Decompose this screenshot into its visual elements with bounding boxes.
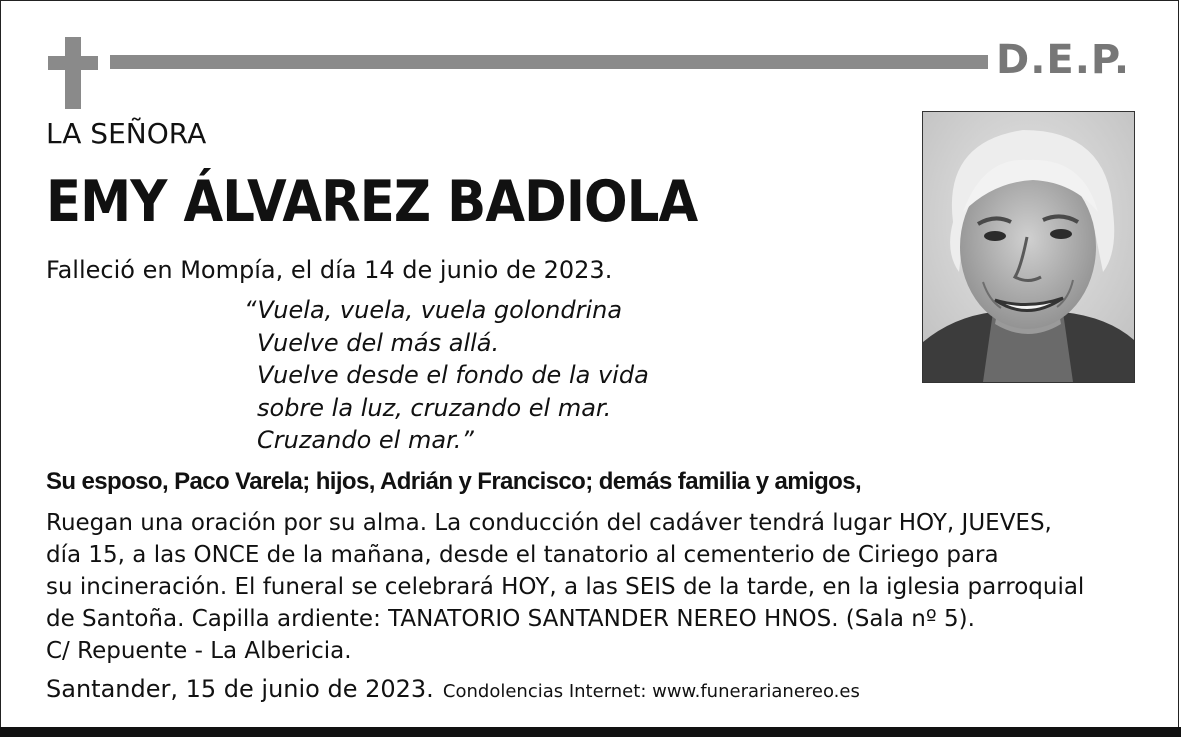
body-line: Ruegan una oración por su alma. La conducción del cadáver tendrá lugar HOY, JUEVES, xyxy=(46,510,1052,536)
poem-line: “Vuela, vuela, vuela golondrina xyxy=(244,296,623,324)
condolences-link[interactable]: Condolencias Internet: www.funerarianereo.es xyxy=(442,681,860,702)
poem-line: Cruzando el mar.” xyxy=(257,426,474,454)
header-rule xyxy=(110,55,988,69)
poem xyxy=(244,294,649,457)
body-line: C/ Repuente - La Albericia. xyxy=(46,638,352,664)
body-line: de Santoña. Capilla ardiente: TANATORIO SANTANDER NEREO HNOS. (Sala nº 5). xyxy=(46,606,975,632)
honorific: LA SEÑORA xyxy=(46,117,207,150)
deceased-portrait xyxy=(922,111,1135,383)
closing-line xyxy=(46,673,860,708)
deceased-name: EMY ÁLVAREZ BADIOLA xyxy=(46,169,698,235)
poem-line: Vuelve del más allá. xyxy=(257,328,500,357)
bottom-border xyxy=(0,727,1181,737)
service-details xyxy=(46,507,1084,667)
death-notice: Falleció en Mompía, el día 14 de junio de 2023. xyxy=(46,256,613,284)
body-line: día 15, a las ONCE de la mañana, desde el tanatorio al cementerio de Ciriego para xyxy=(46,542,999,568)
family-line: Su esposo, Paco Varela; hijos, Adrián y Francisco; demás familia y amigos, xyxy=(46,468,862,495)
body-line: su incineración. El funeral se celebrará HOY, a las SEIS de la tarde, en la iglesia parroquial xyxy=(46,574,1085,600)
poem-line: Vuelve desde el fondo de la vida xyxy=(257,361,649,389)
place-date: Santander, 15 de junio de 2023. xyxy=(46,675,434,703)
dep-label: D.E.P. xyxy=(996,37,1131,83)
poem-line: sobre la luz, cruzando el mar. xyxy=(257,393,612,422)
cross-icon xyxy=(48,37,98,109)
